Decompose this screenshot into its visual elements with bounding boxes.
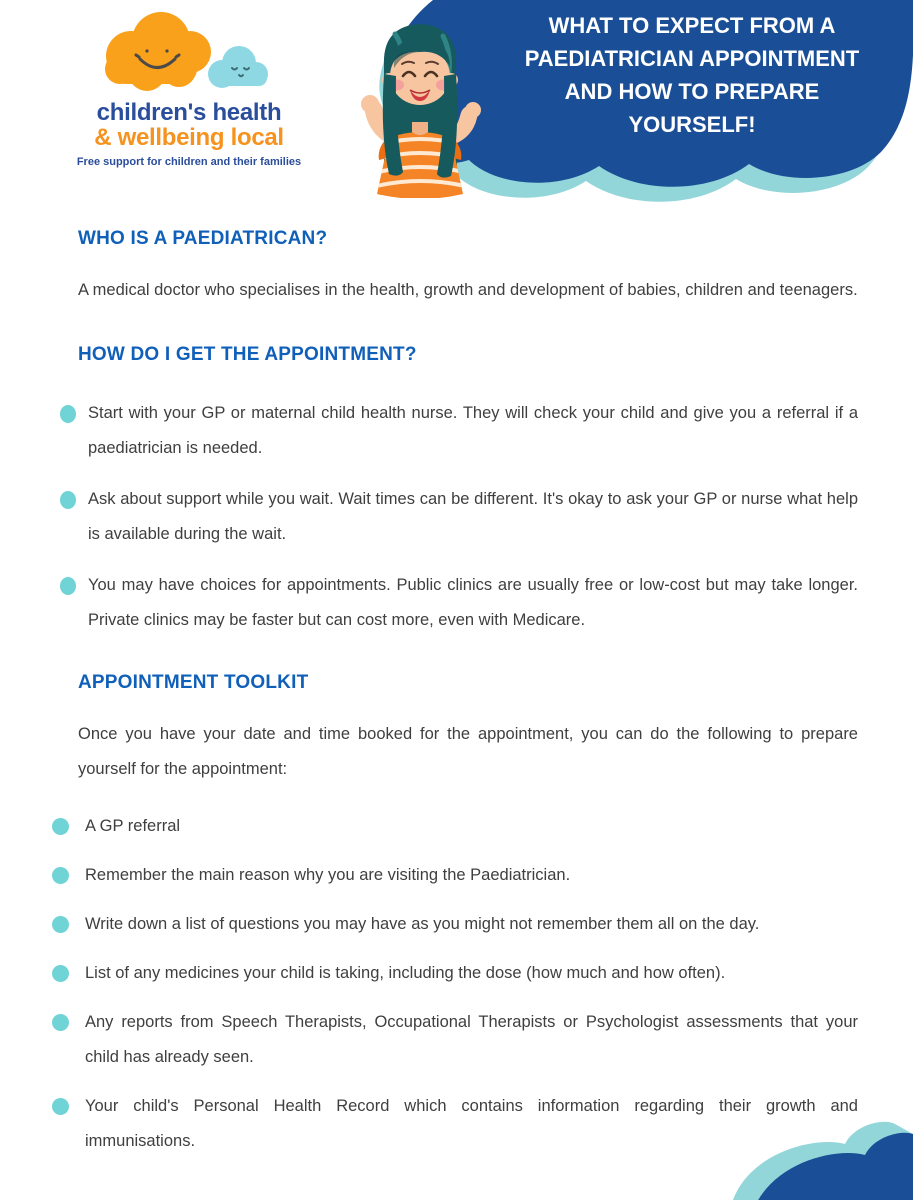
list-item-text: Ask about support while you wait. Wait times can be different. It's okay to ask your GP or nurse what help is available during the wait. — [88, 490, 858, 543]
list-item-text: Your child's Personal Health Record which contains information regarding their growth and immunisations. — [85, 1097, 858, 1150]
bullet-dot-icon — [52, 916, 69, 933]
list-item — [60, 907, 858, 942]
girl-illustration-icon — [351, 14, 489, 198]
banner-title-line: AND HOW TO PREPARE — [564, 79, 820, 104]
section-heading-toolkit: APPOINTMENT TOOLKIT — [78, 672, 309, 693]
list-item — [60, 1005, 858, 1075]
banner-title-line: YOURSELF! — [628, 112, 756, 137]
bullet-dot-icon — [52, 867, 69, 884]
list-item — [60, 396, 858, 466]
list-item-text: You may have choices for appointments. Public clinics are usually free or low-cost but may take longer. Private clinics may be faster but can cost more, even with Medicare. — [88, 576, 858, 629]
list-item — [60, 858, 858, 893]
section-heading-who: WHO IS A PAEDIATRICAN? — [78, 228, 328, 249]
bullet-dot-icon — [52, 818, 69, 835]
title-banner — [353, 0, 913, 210]
banner-title-line: PAEDIATRICIAN APPOINTMENT — [524, 46, 860, 71]
list-item-text: Remember the main reason why you are visiting the Paediatrician. — [85, 866, 571, 884]
bullet-dot-icon — [60, 491, 76, 509]
toolkit-bullet-list — [60, 809, 858, 1159]
banner-title-line: WHAT TO EXPECT FROM A — [548, 13, 836, 38]
who-paragraph: A medical doctor who specialises in the health, growth and development of babies, children and teenagers. — [78, 281, 858, 299]
bullet-dot-icon — [52, 965, 69, 982]
list-item — [60, 482, 858, 552]
list-item — [60, 956, 858, 991]
banner-title — [485, 9, 899, 141]
bullet-dot-icon — [52, 1014, 69, 1031]
list-item-text: A GP referral — [85, 817, 181, 835]
list-item-text: List of any medicines your child is taking, including the dose (how much and how often). — [85, 964, 726, 982]
list-item — [60, 809, 858, 844]
toolkit-intro-paragraph: Once you have your date and time booked for the appointment, you can do the following to prepare yourself for the appointment: — [78, 725, 858, 778]
logo-line2: & wellbeing local — [94, 124, 284, 151]
logo-tagline: Free support for children and their families — [76, 156, 302, 168]
logo-line1: children's health — [96, 99, 282, 126]
section-heading-how: HOW DO I GET THE APPOINTMENT? — [78, 344, 417, 365]
bullet-dot-icon — [60, 405, 76, 423]
org-logo — [46, 8, 332, 169]
list-item-text: Write down a list of questions you may have as you might not remember them all on the day. — [85, 915, 760, 933]
list-item-text: Any reports from Speech Therapists, Occupational Therapists or Psychologist assessments that your child has already seen. — [85, 1013, 858, 1066]
smiling-clouds-icon — [59, 8, 319, 100]
list-item — [60, 568, 858, 638]
bullet-dot-icon — [52, 1098, 69, 1115]
bullet-dot-icon — [60, 577, 76, 595]
list-item-text: Start with your GP or maternal child health nurse. They will check your child and give you a referral if a paediatrician is needed. — [88, 404, 858, 457]
corner-cloud-icon — [613, 1115, 913, 1200]
how-bullet-list — [60, 396, 858, 638]
document-body — [60, 212, 858, 1173]
